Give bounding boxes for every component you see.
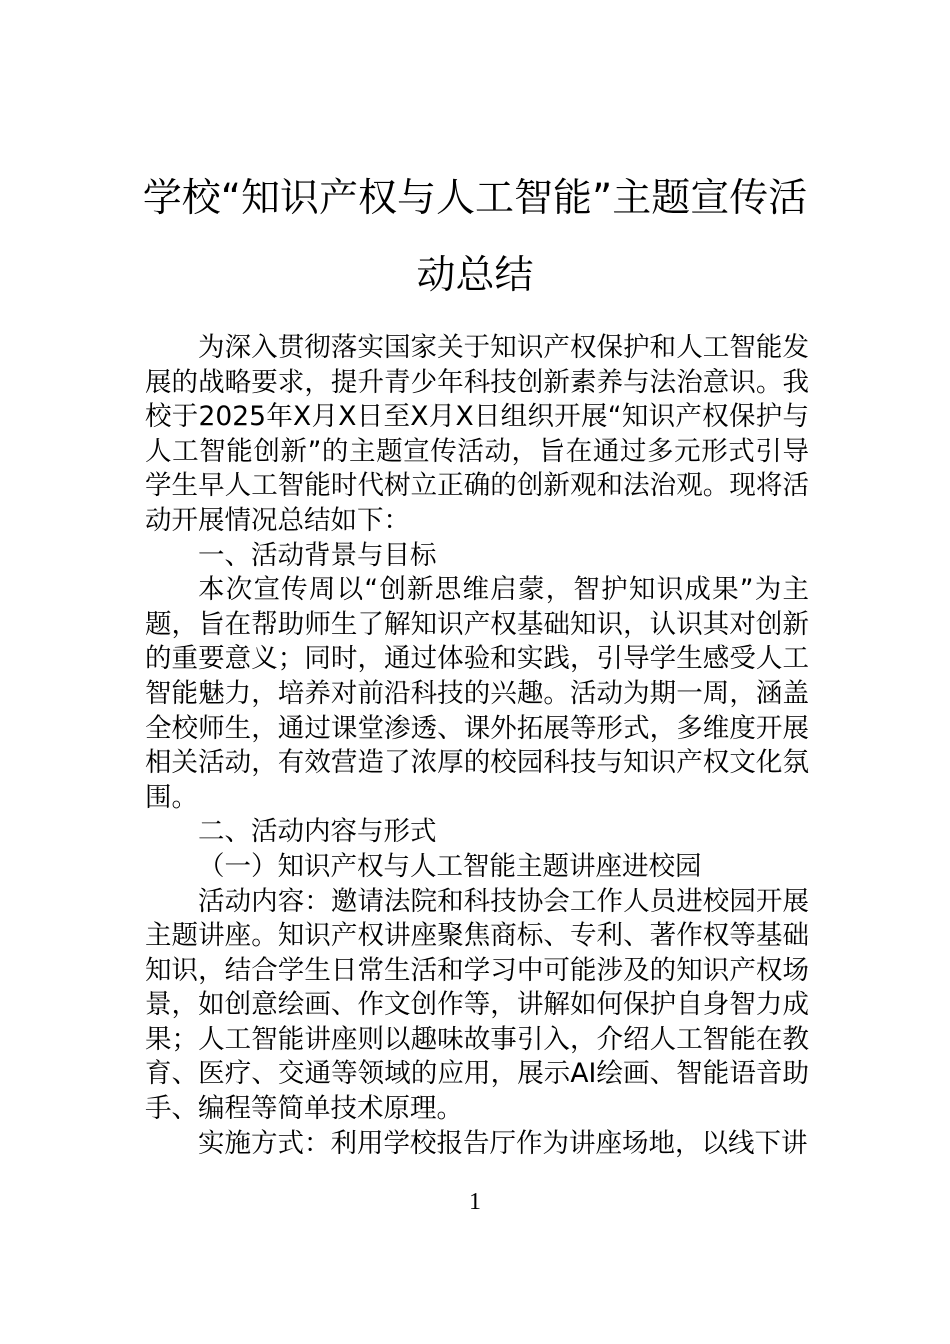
background-paragraph: 本次宣传周以“创新思维启蒙，智护知识成果”为主题，旨在帮助师生了解知识产权基础知识，认识其对创新的重要意义；同时，通过体验和实践，引导学生感受人工智能魅力，培养对前沿科技的兴趣。活动为期一周，涵盖全校师生，通过课堂渗透、课外拓展等形式，多维度开展相关活动，有效营造了浓厚的校园科技与知识产权文化氛围。 <box>145 574 809 813</box>
document-title <box>130 160 820 314</box>
implementation-paragraph: 实施方式：利用学校报告厅作为讲座场地，以线下讲 <box>198 1127 808 1159</box>
subsection-heading-lecture: （一）知识产权与人工智能主题讲座进校园 <box>198 850 702 882</box>
document-body <box>145 331 809 1161</box>
section-heading-content: 二、活动内容与形式 <box>198 816 437 848</box>
title-line-2: 动总结 <box>416 253 534 298</box>
lecture-content-paragraph: 活动内容：邀请法院和科技协会工作人员进校园开展主题讲座。知识产权讲座聚焦商标、专利、著作权等基础知识，结合学生日常生活和学习中可能涉及的知识产权场景，如创意绘画、作文创作等，讲解如何保护自身智力成果；人工智能讲座则以趣味故事引入，介绍人工智能在教育、医疗、交通等领域的应用，展示AI绘画、智能语音助手、编程等简单技术原理。 <box>145 885 809 1125</box>
page-number: 1 <box>469 1189 481 1215</box>
title-line-1: 学校“知识产权与人工智能”主题宣传活 <box>142 176 808 221</box>
intro-paragraph: 为深入贯彻落实国家关于知识产权保护和人工智能发展的战略要求，提升青少年科技创新素养与法治意识。我校于2025年X月X日至X月X日组织开展“知识产权保护与人工智能创新”的主题宣传活动，旨在通过多元形式引导学生早人工智能时代树立正确的创新观和法治观。现将活动开展情况总结如下： <box>145 332 809 536</box>
section-heading-background: 一、活动背景与目标 <box>198 539 437 571</box>
